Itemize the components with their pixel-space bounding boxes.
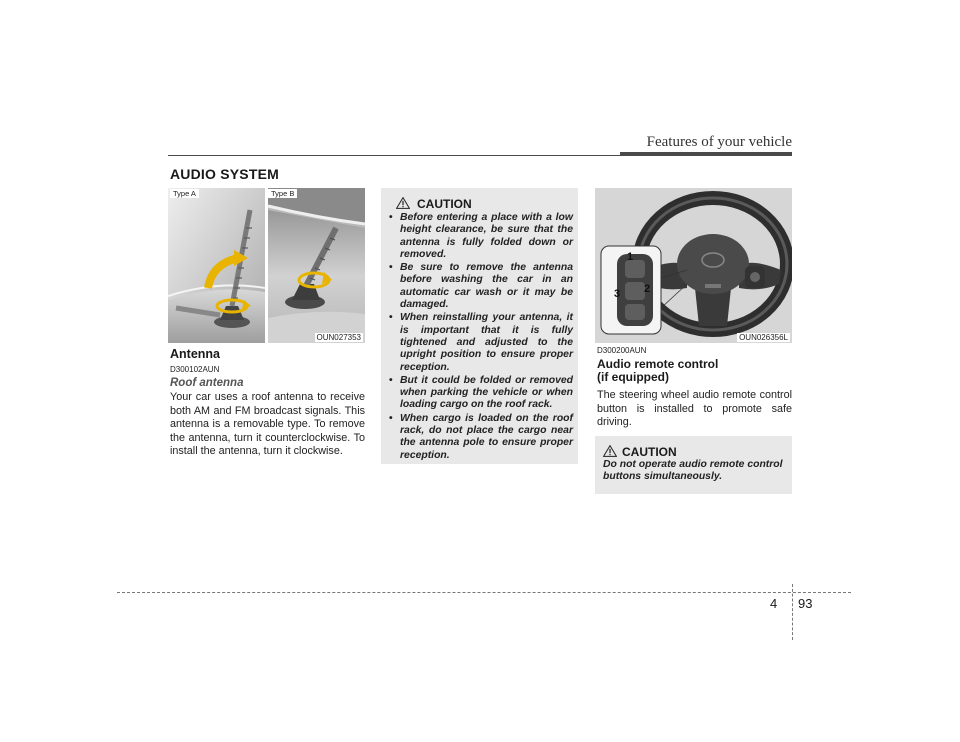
caution-box-remote [595,436,792,494]
audio-remote-code: D300200AUN [597,346,647,355]
caution-list [389,212,573,463]
caution-item: • When cargo is loaded on the roof rack, do not place the cargo near the antenna pole to ensure proper reception. [389,413,573,462]
section-title: AUDIO SYSTEM [170,166,279,182]
antenna-illustration [168,188,365,343]
callout-2: 2 [644,283,651,295]
caution-item: • When reinstalling your antenna, it is important that it is fully tightened and adjusted to the upright position to ensure proper reception. [389,312,573,373]
caution-box-antenna [381,188,578,464]
running-header: Features of your vehicle [646,134,792,150]
antenna-figure [168,188,365,343]
caution-title: CAUTION [622,445,677,459]
audio-remote-heading-line2: (if equipped) [597,370,669,384]
footer-divider [792,584,793,640]
caution-item: • But it could be folded or removed when parking the vehicle or when loading cargo on the roof rack. [389,375,573,412]
antenna-figure-code: OUN027353 [316,333,361,342]
audio-remote-body: The steering wheel audio remote control button is installed to promote safe driving. [597,389,792,429]
wheel-figure-code: OUN026356L [739,333,788,342]
antenna-body: Your car uses a roof antenna to receive both AM and FM broadcast signals. This antenna is a removable type. To remove the antenna, turn it counterclockwise. To install the antenna, turn it clockwise. [170,391,365,458]
footer-rule [117,592,851,593]
caution-title: CAUTION [417,197,472,211]
antenna-code: D300102AUN [170,365,220,374]
audio-remote-heading-line1: Audio remote control [597,357,719,371]
warning-icon [396,197,410,209]
header-rule [168,155,792,156]
page-number: 93 [798,596,813,611]
warning-icon [603,445,617,457]
type-a-label: Type A [170,189,199,198]
callout-1: 1 [627,251,634,263]
steering-wheel-figure [595,188,792,343]
caution-item: • Before entering a place with a low height clearance, be sure that the antenna is fully folded down or removed. [389,212,573,261]
type-b-label: Type B [268,189,297,198]
roof-antenna-subheading: Roof antenna [170,377,244,389]
audio-remote-heading [597,358,718,384]
caution-text: Do not operate audio remote control buttons simultaneously. [603,459,783,483]
caution-item: • Be sure to remove the antenna before washing the car in an automatic car wash or it may be damaged. [389,262,573,311]
steering-wheel-illustration [595,188,792,343]
antenna-heading: Antenna [170,347,220,361]
callout-3: 3 [614,288,621,300]
chapter-number: 4 [770,596,778,611]
